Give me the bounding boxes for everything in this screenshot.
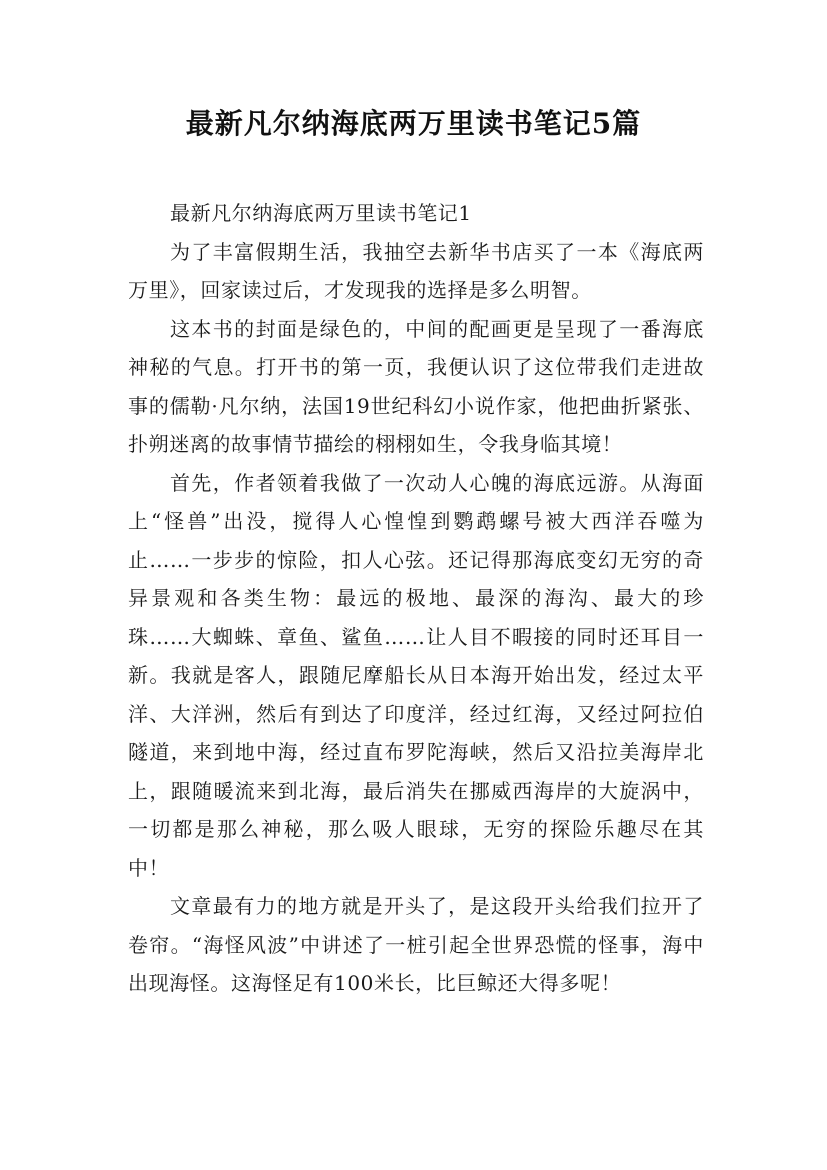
paragraph: 首先，作者领着我做了一次动人心魄的海底远游。从海面上“怪兽”出没，搅得人心惶惶到鹦鹉螺号被大西洋吞噬为止……一步步的惊险，扣人心弦。还记得那海底变幻无穷的奇异景观和各类生物：最远的极地、最深的海沟、最大的珍珠……大蜘蛛、章鱼、鲨鱼……让人目不暇接的同时还耳目一新。我就是客人，跟随尼摩船长从日本海开始出发，经过太平洋、大洋洲，然后有到达了印度洋，经过红海，又经过阿拉伯隧道，来到地中海，经过直布罗陀海峡，然后又沿拉美海岸北上，跟随暖流来到北海，最后消失在挪威西海岸的大旋涡中，一切都是那么神秘，那么吸人眼球，无穷的探险乐趣尽在其中！	[128, 470, 704, 880]
paragraph: 文章最有力的地方就是开头了，是这段开头给我们拉开了卷帘。“海怪风波”中讲述了一桩引起全世界恐慌的怪事，海中出现海怪。这海怪足有100米长，比巨鲸还大得多呢！	[128, 894, 704, 995]
paragraph: 这本书的封面是绿色的，中间的配画更是呈现了一番海底神秘的气息。打开书的第一页，我便认识了这位带我们走进故事的儒勒·凡尔纳，法国19世纪科幻小说作家，他把曲折紧张、扑朔迷离的故事情节描绘的栩栩如生，令我身临其境！	[128, 316, 704, 456]
document-title: 最新凡尔纳海底两万里读书笔记5篇	[185, 107, 642, 140]
document-body	[128, 194, 704, 1003]
section-heading: 最新凡尔纳海底两万里读书笔记1	[170, 201, 472, 225]
paragraph: 为了丰富假期生活，我抽空去新华书店买了一本《海底两万里》，回家读过后，才发现我的选择是多么明智。	[128, 239, 704, 302]
